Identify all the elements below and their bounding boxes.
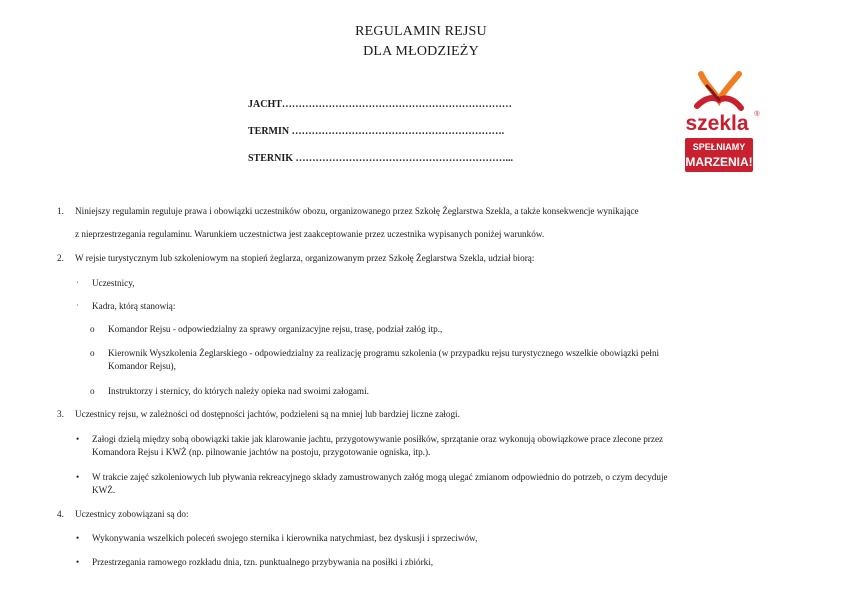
logo-brand-text: szekla [685,112,749,135]
point-3-number: 3. [57,409,64,419]
point-3-bullet-2-line2: KWŻ. [92,485,116,495]
point-3-bullet-2-line1: W trakcie zajęć szkoleniowych lub pływania rekreacyjnego składy zamustrowanych załóg mogą ulegać zmianom odpowiednio do potrzeb, o czym decyduje [92,472,668,482]
szekla-logo-icon [679,70,761,174]
bullet-disc-icon: • [76,472,80,482]
logo-badge-line2: MARZENIA! [685,155,753,169]
point-2-text: W rejsie turystycznym lub szkoleniowym na stopień żeglarza, organizowanym przez Szkołę Żeglarstwa Szekla, udział biorą: [75,253,535,263]
field-sternik: STERNIK ………………………………………………………... [248,153,514,164]
point-2-subitem-3: Instruktorzy i sternicy, do których należy opieka nad swoimi załogami. [108,386,369,396]
point-2-item-1: Uczestnicy, [92,278,135,288]
point-2-subitem-2-cont: Komandor Rejsu), [108,361,176,371]
circle-bullet-icon: o [90,324,95,334]
logo-registered-mark: ® [754,111,760,118]
point-3-text: Uczestnicy rejsu, w zależności od dostępności jachtów, podzieleni są na mniej lub bardziej liczne załogi. [75,409,460,419]
point-2-item-2: Kadra, którą stanowią: [92,301,176,311]
point-4-number: 4. [57,509,64,519]
point-2-subitem-2: Kierownik Wyszkolenia Żeglarskiego - odpowiedzialny za realizację programu szkolenia (w przypadku rejsu turystycznego wszelkie obowiązki pełni [108,348,660,358]
field-jacht: JACHT…………………………………………………………… [248,99,512,110]
point-2-number: 2. [57,253,64,263]
bullet-disc-icon: • [76,533,80,543]
bullet-disc-icon: • [76,557,80,567]
bullet-dot-icon: · [76,301,79,310]
point-4-bullet-1: Wykonywania wszelkich poleceń swojego sternika i kierownika natychmiast, bez dyskusji i sprzeciwów, [92,533,478,543]
circle-bullet-icon: o [90,348,95,358]
document-title-line2: DLA MŁODZIEŻY [363,44,479,59]
point-1-line2: z nieprzestrzegania regulaminu. Warunkiem uczestnictwa jest zaakceptowanie przez uczestnika wypisanych poniżej warunków. [75,229,545,239]
circle-bullet-icon: o [90,386,95,396]
logo-badge-line1: SPEŁNIAMY [692,142,746,152]
point-4-text: Uczestnicy zobowiązani są do: [75,509,189,519]
document-title-line1: REGULAMIN REJSU [355,24,487,39]
bullet-disc-icon: • [76,434,80,444]
szekla-logo [679,70,761,174]
point-3-bullet-1-line1: Załogi dzielą między sobą obowiązki takie jak klarowanie jachtu, przygotowywanie posiłków, sprzątanie oraz wykonują obowiązkowe prace zlecone przez [92,434,664,444]
bullet-dot-icon: · [76,278,79,287]
point-4-bullet-2: Przestrzegania ramowego rozkładu dnia, tzn. punktualnego przybywania na posiłki i zbiórki, [92,557,434,567]
point-1-number: 1. [57,206,64,216]
field-termin: TERMIN ………………………………………………………. [248,126,505,137]
point-1-line1: Niniejszy regulamin reguluje prawa i obowiązki uczestników obozu, organizowanego przez Szkołę Żeglarstwa Szekla, a także konsekwencje wynikające [75,206,639,216]
point-2-subitem-1: Komandor Rejsu - odpowiedzialny za sprawy organizacyjne rejsu, trasę, podział załóg itp., [108,324,443,334]
point-3-bullet-1-line2: Komandora Rejsu i KWŻ (np. pilnowanie jachtów na postoju, przygotowanie ogniska, itp.). [92,447,431,457]
